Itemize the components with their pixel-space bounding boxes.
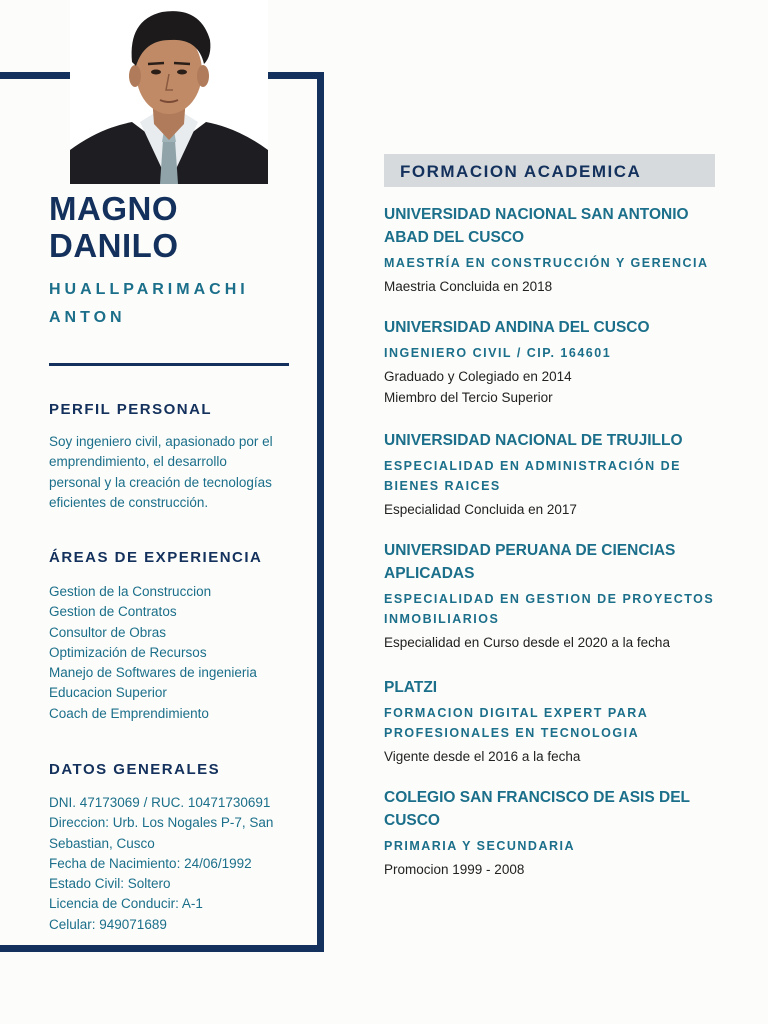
education-detail xyxy=(384,632,724,653)
surname-line: HUALLPARIMACHI xyxy=(49,281,249,298)
datos-line: Estado Civil: Soltero xyxy=(49,876,171,892)
degree-line: INGENIERO CIVIL / CIP. 164601 xyxy=(384,346,612,360)
institution-line: COLEGIO SAN FRANCISCO DE ASIS DEL xyxy=(384,789,691,806)
institution-line: UNIVERSIDAD NACIONAL SAN ANTONIO xyxy=(384,206,689,223)
areas-item: Manejo de Softwares de ingenieria xyxy=(49,665,257,681)
education-entry xyxy=(384,203,724,297)
education-detail xyxy=(384,746,724,767)
education-entry xyxy=(384,316,724,408)
institution-line: PLATZI xyxy=(384,679,438,696)
perfil-line: eficientes de construcción. xyxy=(49,494,209,510)
education-detail xyxy=(384,276,724,297)
education-entry xyxy=(384,539,724,653)
detail-line: Especialidad en Curso desde el 2020 a la fecha xyxy=(384,635,670,650)
degree-line: BIENES RAICES xyxy=(384,479,501,493)
frame-bottom-border xyxy=(0,945,324,952)
education-entry xyxy=(384,786,724,880)
institution-name xyxy=(384,429,724,452)
education-detail xyxy=(384,499,724,520)
frame-top-right xyxy=(268,72,324,79)
degree-name xyxy=(384,703,724,743)
degree-name xyxy=(384,456,724,496)
datos-line: DNI. 47173069 / RUC. 10471730691 xyxy=(49,795,271,810)
degree-line: ESPECIALIDAD EN ADMINISTRACIÓN DE xyxy=(384,459,681,473)
person-portrait-icon xyxy=(70,0,268,184)
degree-name xyxy=(384,836,724,856)
institution-line: UNIVERSIDAD NACIONAL DE TRUJILLO xyxy=(384,432,683,449)
areas-item: Optimización de Recursos xyxy=(49,644,207,660)
detail-line: Vigente desde el 2016 a la fecha xyxy=(384,749,581,764)
surname xyxy=(49,276,249,332)
detail-line: Miembro del Tercio Superior xyxy=(384,390,553,405)
perfil-line: personal y la creación de tecnologías xyxy=(49,474,272,490)
degree-line: PROFESIONALES EN TECNOLOGIA xyxy=(384,726,640,740)
areas-item: Gestion de Contratos xyxy=(49,604,177,620)
institution-line: UNIVERSIDAD PERUANA DE CIENCIAS xyxy=(384,542,676,559)
education-entry xyxy=(384,429,724,520)
institution-name xyxy=(384,676,724,699)
degree-line: PRIMARIA Y SECUNDARIA xyxy=(384,839,576,853)
degree-name xyxy=(384,253,724,273)
degree-line: FORMACION DIGITAL EXPERT PARA xyxy=(384,706,649,720)
degree-line: MAESTRÍA EN CONSTRUCCIÓN Y GERENCIA xyxy=(384,256,709,270)
institution-name xyxy=(384,539,724,585)
areas-item: Coach de Emprendimiento xyxy=(49,705,209,721)
datos-line: Celular: 949071689 xyxy=(49,916,167,932)
institution-line: UNIVERSIDAD ANDINA DEL CUSCO xyxy=(384,319,650,336)
first-name-line: DANILO xyxy=(49,227,179,264)
datos-line: Direccion: Urb. Los Nogales P-7, San xyxy=(49,815,274,831)
full-name xyxy=(49,190,179,264)
perfil-title: PERFIL PERSONAL xyxy=(49,401,213,418)
areas-title: ÁREAS DE EXPERIENCIA xyxy=(49,549,263,566)
frame-right-border xyxy=(317,72,324,952)
institution-line: CUSCO xyxy=(384,812,440,829)
detail-line: Graduado y Colegiado en 2014 xyxy=(384,369,572,384)
formacion-header xyxy=(384,154,715,187)
datos-line: Licencia de Conducir: A-1 xyxy=(49,896,203,912)
areas-list xyxy=(49,582,299,724)
datos-title: DATOS GENERALES xyxy=(49,761,221,778)
datos-line: Fecha de Nacimiento: 24/06/1992 xyxy=(49,855,252,871)
education-entry xyxy=(384,676,724,767)
frame-top-left xyxy=(0,72,70,79)
profile-photo xyxy=(70,0,268,184)
detail-line: Promocion 1999 - 2008 xyxy=(384,862,525,877)
degree-name xyxy=(384,343,724,363)
institution-name xyxy=(384,786,724,832)
name-divider xyxy=(49,363,289,366)
areas-item: Educacion Superior xyxy=(49,685,167,701)
perfil-text xyxy=(49,432,299,513)
datos-line: Sebastian, Cusco xyxy=(49,835,155,851)
perfil-line: emprendimiento, el desarrollo xyxy=(49,454,227,470)
degree-name xyxy=(384,589,724,629)
degree-line: ESPECIALIDAD EN GESTION DE PROYECTOS xyxy=(384,592,715,606)
detail-line: Maestria Concluida en 2018 xyxy=(384,279,553,294)
detail-line: Especialidad Concluida en 2017 xyxy=(384,502,577,517)
education-detail xyxy=(384,859,724,880)
institution-line: ABAD DEL CUSCO xyxy=(384,229,525,246)
formacion-title: FORMACION ACADEMICA xyxy=(400,162,642,181)
areas-item: Consultor de Obras xyxy=(49,624,167,640)
surname-line: ANTON xyxy=(49,309,126,326)
datos-list xyxy=(49,793,299,935)
areas-item: Gestion de la Construccion xyxy=(49,584,212,599)
education-detail xyxy=(384,366,724,408)
degree-line: INMOBILIARIOS xyxy=(384,612,500,626)
institution-line: APLICADAS xyxy=(384,565,475,582)
institution-name xyxy=(384,203,724,249)
first-name-line: MAGNO xyxy=(49,190,178,227)
perfil-line: Soy ingeniero civil, apasionado por el xyxy=(49,434,273,449)
institution-name xyxy=(384,316,724,339)
